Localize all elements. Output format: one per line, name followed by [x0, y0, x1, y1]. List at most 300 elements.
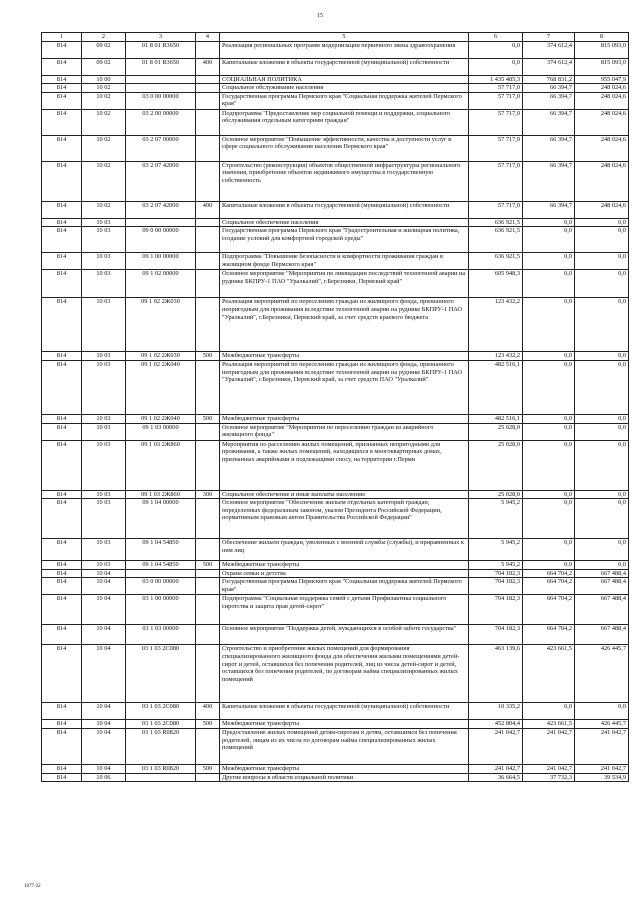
expense-type-cell	[196, 773, 220, 782]
table-row	[42, 41, 629, 58]
amount-cell: 241 042,7	[575, 764, 629, 773]
section-code-cell: 10 04	[82, 578, 126, 595]
amount-cell: 667 488,4	[575, 569, 629, 578]
description-cell: Основное мероприятие "Поддержка детей, нуждающихся в особой заботе государства"	[220, 625, 469, 645]
expense-type-cell: 400	[196, 201, 220, 218]
description-cell: Реализация мероприятий по переселению граждан из жилищного фонда, признанного непригодным для проживания вследствие техногенной аварии на руднике БКПРУ-1 ПАО "Уралкалий", г.Березники, Пермский край, за счет средств ПАО "Уралкалий"	[220, 360, 469, 414]
description-cell: Основное мероприятие "Мероприятия по переселению граждан из аварийного жилищного фонда"	[220, 423, 469, 440]
amount-cell: 0,0	[575, 360, 629, 414]
admin-code-cell: 814	[42, 764, 82, 773]
section-code-cell: 10 00	[82, 75, 126, 84]
amount-cell: 36 664,5	[469, 773, 523, 782]
expense-type-cell: 400	[196, 703, 220, 720]
admin-code-cell: 814	[42, 41, 82, 58]
amount-cell: 815 093,0	[575, 58, 629, 75]
description-cell: Межбюджетные трансферты	[220, 561, 469, 570]
description-cell: Подпрограмма "Предоставление мер социальной помощи и поддержки, социального обслуживания отдельным категориям граждан"	[220, 109, 469, 135]
admin-code-cell: 814	[42, 440, 82, 490]
amount-cell: 0,0	[575, 440, 629, 490]
document-code: 1077-22	[24, 884, 41, 889]
amount-cell: 636 921,5	[469, 227, 523, 253]
target-article-cell: 09 1 04 54850	[126, 539, 196, 561]
admin-code-cell: 814	[42, 569, 82, 578]
description-cell: Социальное обеспечение и иные выплаты населению	[220, 490, 469, 499]
amount-cell: 66 394,7	[523, 109, 575, 135]
table-row	[42, 578, 629, 595]
page-number: 15	[317, 13, 323, 19]
admin-code-cell: 814	[42, 773, 82, 782]
amount-cell: 452 804,4	[469, 720, 523, 729]
amount-cell: 248 024,6	[575, 201, 629, 218]
amount-cell: 0,0	[523, 360, 575, 414]
admin-code-cell: 814	[42, 720, 82, 729]
amount-cell: 241 042,7	[523, 728, 575, 764]
target-article-cell: 03 1 03 R0820	[126, 764, 196, 773]
amount-cell: 0,0	[523, 440, 575, 490]
description-cell: Строительство (реконструкция) объектов общественной инфраструктуры регионального значения, приобретение объектов недвижимого имущества в государственную собственность	[220, 161, 469, 201]
section-code-cell: 09 02	[82, 58, 126, 75]
amount-cell: 66 394,7	[523, 92, 575, 109]
amount-cell: 482 516,1	[469, 360, 523, 414]
description-cell: Социальное обеспечение населения	[220, 218, 469, 227]
amount-cell: 241 042,7	[575, 728, 629, 764]
description-cell: Социальное обслуживание населения	[220, 84, 469, 93]
target-article-cell: 09 1 02 2Ж040	[126, 360, 196, 414]
header-cell: 8	[575, 33, 629, 42]
description-cell: Капитальные вложения в объекты государственной (муниципальной) собственности	[220, 58, 469, 75]
amount-cell: 0,0	[575, 561, 629, 570]
target-article-cell	[126, 75, 196, 84]
amount-cell: 123 432,2	[469, 352, 523, 361]
expense-type-cell	[196, 645, 220, 703]
description-cell: Мероприятия по расселению жилых помещений, признанных непригодными для проживания, а также жилых помещений, находящихся в многоквартирных домах, признанных аварийными и подлежащими сносу, на территории г.Перми	[220, 440, 469, 490]
section-code-cell: 10 04	[82, 645, 126, 703]
section-code-cell: 10 06	[82, 773, 126, 782]
table-row	[42, 298, 629, 352]
expense-type-cell	[196, 84, 220, 93]
amount-cell: 0,0	[523, 539, 575, 561]
amount-cell: 66 394,7	[523, 161, 575, 201]
target-article-cell: 01 8 01 R3650	[126, 58, 196, 75]
amount-cell: 0,0	[575, 227, 629, 253]
expense-type-cell: 500	[196, 352, 220, 361]
table-row	[42, 539, 629, 561]
expense-type-cell	[196, 499, 220, 539]
expense-type-cell: 300	[196, 490, 220, 499]
amount-cell: 0,0	[575, 298, 629, 352]
expense-type-cell	[196, 75, 220, 84]
amount-cell: 482 516,1	[469, 414, 523, 423]
description-cell: Межбюджетные трансферты	[220, 414, 469, 423]
expense-type-cell: 500	[196, 414, 220, 423]
amount-cell: 0,0	[575, 352, 629, 361]
amount-cell: 57 717,0	[469, 109, 523, 135]
amount-cell: 704 182,3	[469, 569, 523, 578]
amount-cell: 0,0	[523, 414, 575, 423]
amount-cell: 10 335,2	[469, 703, 523, 720]
expense-type-cell	[196, 440, 220, 490]
admin-code-cell: 814	[42, 135, 82, 161]
table-row	[42, 227, 629, 253]
admin-code-cell: 814	[42, 253, 82, 270]
amount-cell: 636 921,5	[469, 218, 523, 227]
table-row	[42, 135, 629, 161]
amount-cell: 37 732,3	[523, 773, 575, 782]
expense-type-cell	[196, 423, 220, 440]
table-row	[42, 703, 629, 720]
amount-cell: 66 394,7	[523, 201, 575, 218]
admin-code-cell: 814	[42, 360, 82, 414]
header-cell: 5	[220, 33, 469, 42]
amount-cell: 0,0	[523, 490, 575, 499]
target-article-cell: 03 1 03 2С080	[126, 703, 196, 720]
expense-type-cell: 500	[196, 561, 220, 570]
header-cell: 1	[42, 33, 82, 42]
description-cell: Государственная программа Пермского края "Социальная поддержка жителей Пермского края"	[220, 578, 469, 595]
table-row	[42, 253, 629, 270]
target-article-cell: 09 1 02 2Ж030	[126, 352, 196, 361]
description-cell: Реализация мероприятий по переселению граждан из жилищного фонда, признанного непригодным для проживания вследствие техногенной аварии на руднике БКПРУ-1 ПАО "Уралкалий", г.Березники, Пермский край, за счет средств краевого бюджета	[220, 298, 469, 352]
target-article-cell	[126, 218, 196, 227]
table-row	[42, 423, 629, 440]
table-row	[42, 728, 629, 764]
amount-cell: 5 945,2	[469, 561, 523, 570]
description-cell: Государственная программа Пермского края "Градостроительная и жилищная политика, создание условий для комфортной городской среды"	[220, 227, 469, 253]
description-cell: СОЦИАЛЬНАЯ ПОЛИТИКА	[220, 75, 469, 84]
description-cell: Подпрограмма "Социальная поддержка семей с детьми Профилактика социального сиротства и защита прав детей-сирот"	[220, 595, 469, 625]
expense-type-cell	[196, 539, 220, 561]
amount-cell: 667 488,4	[575, 625, 629, 645]
target-article-cell: 09 1 00 00000	[126, 253, 196, 270]
table-row	[42, 58, 629, 75]
amount-cell: 374 612,4	[523, 58, 575, 75]
amount-cell: 248 024,6	[575, 84, 629, 93]
header-row	[42, 33, 629, 42]
description-cell: Основное мероприятие "Мероприятия по ликвидации последствий техногенной аварии на руднике БКПРУ-1 ПАО "Уралкалий", г.Березники, Пермский край"	[220, 270, 469, 298]
section-code-cell: 09 02	[82, 41, 126, 58]
admin-code-cell: 814	[42, 58, 82, 75]
target-article-cell: 01 8 01 R3650	[126, 41, 196, 58]
table-row	[42, 561, 629, 570]
target-article-cell: 03 1 03 R0820	[126, 728, 196, 764]
amount-cell: 374 612,4	[523, 41, 575, 58]
description-cell: Подпрограмма "Повышение безопасности и комфортности проживания граждан в жилищном фонде Пермского края"	[220, 253, 469, 270]
header-cell: 2	[82, 33, 126, 42]
amount-cell: 248 024,6	[575, 92, 629, 109]
description-cell: Предоставление жилых помещений детям-сиротам и детям, оставшимся без попечения родителей, лицам из их числа по договорам найма специализированных жилых помещений	[220, 728, 469, 764]
admin-code-cell: 814	[42, 161, 82, 201]
section-code-cell: 10 04	[82, 728, 126, 764]
table-row	[42, 75, 629, 84]
expense-type-cell	[196, 298, 220, 352]
admin-code-cell: 814	[42, 201, 82, 218]
section-code-cell: 10 03	[82, 423, 126, 440]
description-cell: Обеспечение жильем граждан, уволенных с военной службы (службы), и приравненных к ним лиц	[220, 539, 469, 561]
amount-cell: 0,0	[523, 218, 575, 227]
table-row	[42, 490, 629, 499]
admin-code-cell: 814	[42, 218, 82, 227]
admin-code-cell: 814	[42, 92, 82, 109]
target-article-cell	[126, 569, 196, 578]
target-article-cell: 09 1 02 2Ж040	[126, 414, 196, 423]
amount-cell: 0,0	[575, 539, 629, 561]
admin-code-cell: 814	[42, 109, 82, 135]
expense-type-cell	[196, 578, 220, 595]
table-row	[42, 161, 629, 201]
amount-cell: 57 717,0	[469, 84, 523, 93]
amount-cell: 0,0	[523, 499, 575, 539]
section-code-cell: 10 02	[82, 92, 126, 109]
section-code-cell: 10 03	[82, 561, 126, 570]
description-cell: Межбюджетные трансферты	[220, 352, 469, 361]
description-cell: Охрана семьи и детства	[220, 569, 469, 578]
amount-cell: 664 704,2	[523, 625, 575, 645]
amount-cell: 0,0	[523, 423, 575, 440]
amount-cell: 0,0	[523, 253, 575, 270]
header-cell: 3	[126, 33, 196, 42]
section-code-cell: 10 03	[82, 360, 126, 414]
description-cell: Государственная программа Пермского края "Социальная поддержка жителей Пермского края"	[220, 92, 469, 109]
expense-type-cell	[196, 41, 220, 58]
amount-cell: 0,0	[575, 253, 629, 270]
section-code-cell: 10 03	[82, 539, 126, 561]
table-row	[42, 218, 629, 227]
admin-code-cell: 814	[42, 227, 82, 253]
amount-cell: 463 139,6	[469, 645, 523, 703]
admin-code-cell: 814	[42, 625, 82, 645]
amount-cell: 25 028,0	[469, 490, 523, 499]
table-row	[42, 270, 629, 298]
table-row	[42, 352, 629, 361]
description-cell: Другие вопросы в области социальной политики	[220, 773, 469, 782]
amount-cell: 0,0	[575, 499, 629, 539]
amount-cell: 0,0	[575, 270, 629, 298]
target-article-cell: 03 1 03 00000	[126, 625, 196, 645]
expense-type-cell	[196, 227, 220, 253]
amount-cell: 768 831,2	[523, 75, 575, 84]
expense-type-cell	[196, 161, 220, 201]
admin-code-cell: 814	[42, 75, 82, 84]
section-code-cell: 10 03	[82, 352, 126, 361]
expense-type-cell	[196, 218, 220, 227]
admin-code-cell: 814	[42, 728, 82, 764]
target-article-cell: 09 1 02 2Ж030	[126, 298, 196, 352]
amount-cell: 704 182,3	[469, 578, 523, 595]
expense-type-cell	[196, 270, 220, 298]
amount-cell: 0,0	[575, 414, 629, 423]
description-cell: Реализация региональных программ модернизации первичного звена здравоохранения	[220, 41, 469, 58]
section-code-cell: 10 03	[82, 227, 126, 253]
amount-cell: 426 445,7	[575, 645, 629, 703]
amount-cell: 25 028,0	[469, 440, 523, 490]
amount-cell: 0,0	[523, 561, 575, 570]
amount-cell: 66 394,7	[523, 84, 575, 93]
amount-cell: 25 028,0	[469, 423, 523, 440]
table-row	[42, 773, 629, 782]
section-code-cell: 10 03	[82, 490, 126, 499]
expense-type-cell	[196, 92, 220, 109]
target-article-cell: 03 2 07 00000	[126, 135, 196, 161]
table-row	[42, 201, 629, 218]
header-cell: 7	[523, 33, 575, 42]
section-code-cell: 10 03	[82, 414, 126, 423]
amount-cell: 1 435 485,3	[469, 75, 523, 84]
admin-code-cell: 814	[42, 298, 82, 352]
description-cell: Межбюджетные трансферты	[220, 764, 469, 773]
section-code-cell: 10 04	[82, 625, 126, 645]
table-row	[42, 645, 629, 703]
section-code-cell: 10 02	[82, 201, 126, 218]
amount-cell: 241 042,7	[469, 764, 523, 773]
section-code-cell: 10 04	[82, 569, 126, 578]
admin-code-cell: 814	[42, 578, 82, 595]
admin-code-cell: 814	[42, 423, 82, 440]
amount-cell: 5 945,2	[469, 539, 523, 561]
amount-cell: 57 717,0	[469, 161, 523, 201]
section-code-cell: 10 02	[82, 84, 126, 93]
amount-cell: 0,0	[523, 352, 575, 361]
admin-code-cell: 814	[42, 414, 82, 423]
target-article-cell: 03 2 07 42000	[126, 201, 196, 218]
amount-cell: 0,0	[575, 703, 629, 720]
target-article-cell	[126, 84, 196, 93]
target-article-cell: 09 1 04 54850	[126, 561, 196, 570]
amount-cell: 423 661,5	[523, 720, 575, 729]
section-code-cell: 10 02	[82, 161, 126, 201]
target-article-cell: 09 1 02 00000	[126, 270, 196, 298]
expense-type-cell	[196, 569, 220, 578]
description-cell: Межбюджетные трансферты	[220, 720, 469, 729]
amount-cell: 5 945,2	[469, 499, 523, 539]
section-code-cell: 10 03	[82, 298, 126, 352]
section-code-cell: 10 02	[82, 135, 126, 161]
amount-cell: 39 534,9	[575, 773, 629, 782]
target-article-cell: 03 1 03 2С080	[126, 645, 196, 703]
amount-cell: 57 717,0	[469, 201, 523, 218]
expense-type-cell: 500	[196, 764, 220, 773]
section-code-cell: 10 04	[82, 703, 126, 720]
amount-cell: 664 704,2	[523, 595, 575, 625]
amount-cell: 248 024,6	[575, 135, 629, 161]
amount-cell: 66 394,7	[523, 135, 575, 161]
target-article-cell	[126, 773, 196, 782]
table-row	[42, 625, 629, 645]
amount-cell: 0,0	[523, 298, 575, 352]
section-code-cell: 10 04	[82, 720, 126, 729]
amount-cell: 0,0	[469, 41, 523, 58]
expense-type-cell	[196, 109, 220, 135]
table-row	[42, 764, 629, 773]
admin-code-cell: 814	[42, 84, 82, 93]
amount-cell: 0,0	[575, 490, 629, 499]
amount-cell: 0,0	[523, 270, 575, 298]
section-code-cell: 10 03	[82, 253, 126, 270]
admin-code-cell: 814	[42, 703, 82, 720]
expense-type-cell	[196, 625, 220, 645]
section-code-cell: 10 03	[82, 499, 126, 539]
budget-table	[41, 32, 629, 782]
description-cell: Капитальные вложения в объекты государственной (муниципальной) собственности	[220, 703, 469, 720]
table-row	[42, 360, 629, 414]
admin-code-cell: 814	[42, 561, 82, 570]
amount-cell: 123 432,2	[469, 298, 523, 352]
amount-cell: 423 661,5	[523, 645, 575, 703]
description-cell: Капитальные вложения в объекты государственной (муниципальной) собственности	[220, 201, 469, 218]
target-article-cell: 09 0 00 00000	[126, 227, 196, 253]
description-cell: Основное мероприятие "Обеспечение жильем отдельных категорий граждан, определенных федеральным законом, указом Президента Российской Федерации, нормативным правовым актом Правительства Российской Федерации"	[220, 499, 469, 539]
admin-code-cell: 814	[42, 499, 82, 539]
amount-cell: 664 704,2	[523, 578, 575, 595]
amount-cell: 0,0	[523, 703, 575, 720]
amount-cell: 248 024,6	[575, 109, 629, 135]
table-row	[42, 84, 629, 93]
target-article-cell: 03 0 00 00000	[126, 578, 196, 595]
amount-cell: 667 488,4	[575, 578, 629, 595]
section-code-cell: 10 03	[82, 440, 126, 490]
section-code-cell: 10 04	[82, 595, 126, 625]
target-article-cell: 09 1 03 00000	[126, 423, 196, 440]
expense-type-cell	[196, 135, 220, 161]
target-article-cell: 03 1 03 2С080	[126, 720, 196, 729]
admin-code-cell: 814	[42, 352, 82, 361]
header-cell: 6	[469, 33, 523, 42]
target-article-cell: 03 2 07 42000	[126, 161, 196, 201]
header-cell: 4	[196, 33, 220, 42]
table-row	[42, 440, 629, 490]
amount-cell: 0,0	[469, 58, 523, 75]
amount-cell: 57 717,0	[469, 92, 523, 109]
amount-cell: 704 182,3	[469, 595, 523, 625]
amount-cell: 241 042,7	[523, 764, 575, 773]
expense-type-cell	[196, 360, 220, 414]
target-article-cell: 09 1 04 00000	[126, 499, 196, 539]
expense-type-cell: 500	[196, 720, 220, 729]
expense-type-cell	[196, 728, 220, 764]
target-article-cell: 09 1 03 2Ж860	[126, 440, 196, 490]
expense-type-cell	[196, 595, 220, 625]
admin-code-cell: 814	[42, 595, 82, 625]
target-article-cell: 03 1 00 00000	[126, 595, 196, 625]
amount-cell: 57 717,0	[469, 135, 523, 161]
section-code-cell: 10 03	[82, 218, 126, 227]
admin-code-cell: 814	[42, 270, 82, 298]
table-row	[42, 595, 629, 625]
table-row	[42, 569, 629, 578]
table-row	[42, 720, 629, 729]
amount-cell: 605 948,3	[469, 270, 523, 298]
table-row	[42, 109, 629, 135]
amount-cell: 667 488,4	[575, 595, 629, 625]
amount-cell: 636 921,5	[469, 253, 523, 270]
admin-code-cell: 814	[42, 645, 82, 703]
amount-cell: 241 042,7	[469, 728, 523, 764]
section-code-cell: 10 03	[82, 270, 126, 298]
description-cell: Основное мероприятие "Повышение эффективности, качества и доступности услуг в сфере социального обслуживания населения Пермского края"	[220, 135, 469, 161]
target-article-cell: 03 0 00 00000	[126, 92, 196, 109]
admin-code-cell: 814	[42, 539, 82, 561]
amount-cell: 0,0	[575, 218, 629, 227]
expense-type-cell: 400	[196, 58, 220, 75]
target-article-cell: 09 1 03 2Ж860	[126, 490, 196, 499]
admin-code-cell: 814	[42, 490, 82, 499]
section-code-cell: 10 02	[82, 109, 126, 135]
amount-cell: 0,0	[523, 227, 575, 253]
target-article-cell: 03 2 00 00000	[126, 109, 196, 135]
table-row	[42, 92, 629, 109]
amount-cell: 426 445,7	[575, 720, 629, 729]
description-cell: Строительство и приобретение жилых помещений для формирования специализированного жилищного фонда для обеспечения жилыми помещениями детей-сирот и детей, оставшихся без попечения родителей, лиц из числа детей-сирот и детей, оставшихся без попечения родителей, по договорам найма специализированных жилых помещений	[220, 645, 469, 703]
amount-cell: 815 093,0	[575, 41, 629, 58]
